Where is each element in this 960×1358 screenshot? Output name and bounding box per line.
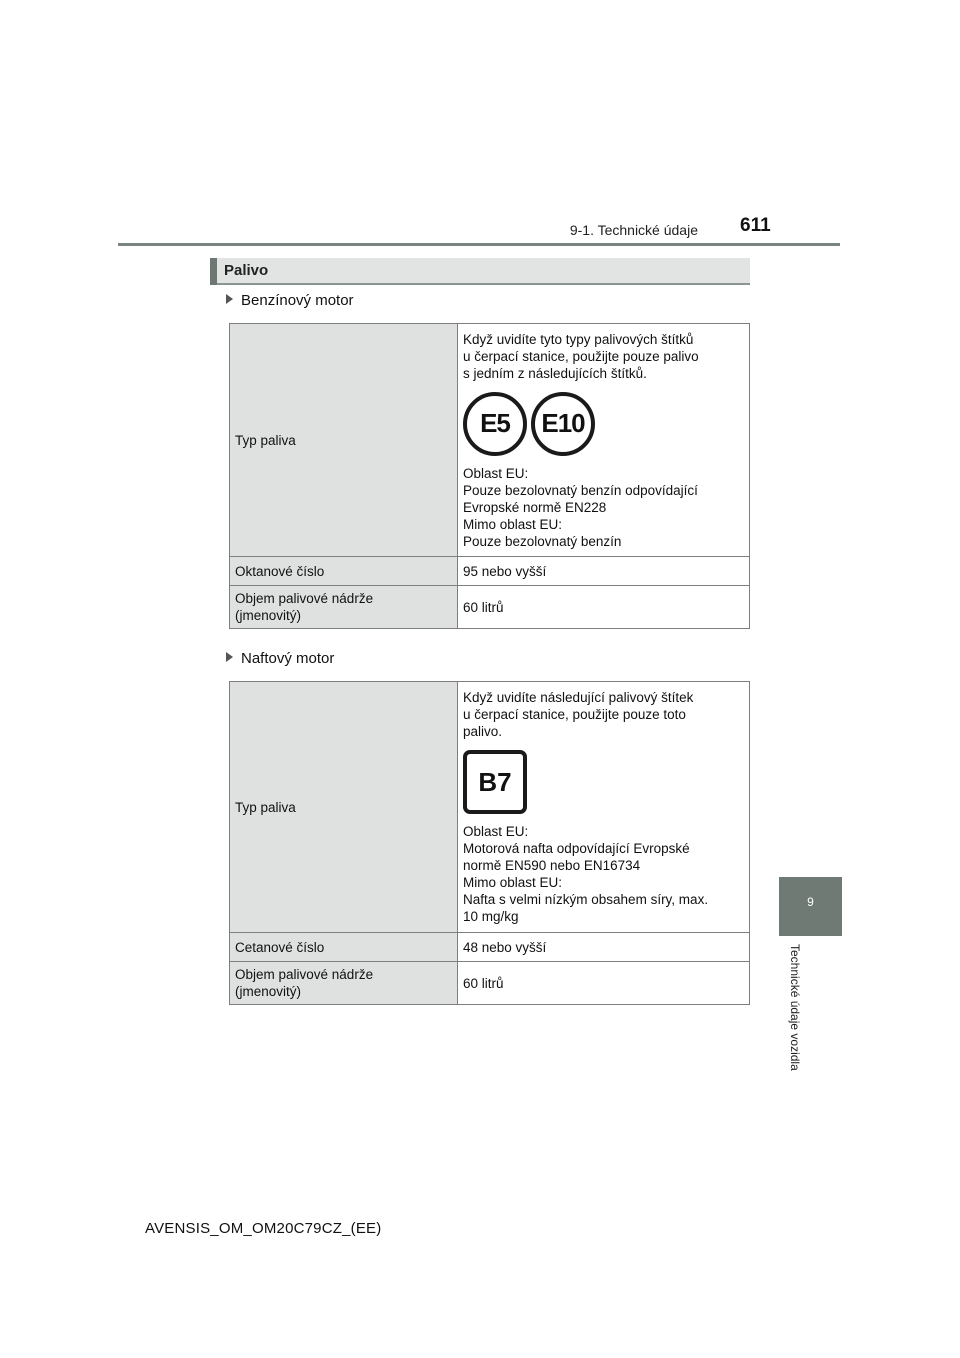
diesel-spec-table (229, 681, 750, 1005)
table-row (230, 557, 750, 586)
note-line: Motorová nafta odpovídající Evropské (463, 841, 690, 856)
tank-capacity-value: 60 litrů (458, 586, 750, 629)
fuel-type-label: Typ paliva (230, 682, 458, 933)
running-header-section: 9-1. Technické údaje (569, 222, 698, 238)
e10-fuel-label-icon: E10 (531, 392, 595, 456)
cetane-label: Cetanové číslo (230, 933, 458, 962)
fuel-type-value (458, 324, 750, 557)
note-line: Evropské normě EN228 (463, 499, 607, 515)
note-line: Nafta s velmi nízkým obsahem síry, max. (463, 892, 709, 907)
section-title: Palivo (224, 262, 269, 279)
cetane-value: 48 nebo vyšší (458, 933, 750, 962)
tank-capacity-label (230, 586, 458, 629)
fuel-labels (463, 392, 744, 456)
intro-line: palivo. (463, 724, 503, 739)
note-line: 10 mg/kg (463, 909, 519, 924)
triangle-bullet-icon (226, 652, 233, 662)
triangle-bullet-icon (226, 294, 233, 304)
intro-line: s jedním z následujících štítků. (463, 365, 647, 381)
table-row (230, 933, 750, 962)
octane-value: 95 nebo vyšší (458, 557, 750, 586)
section-title-bar (210, 258, 750, 285)
tank-capacity-value: 60 litrů (458, 962, 750, 1005)
note-line: Mimo oblast EU: (463, 516, 563, 532)
note-line: Pouze bezolovnatý benzín odpovídající (463, 482, 698, 498)
document-footer-code: AVENSIS_OM_OM20C79CZ_(EE) (145, 1220, 382, 1237)
table-row (230, 962, 750, 1005)
note-line: Oblast EU: (463, 465, 529, 481)
chapter-number: 9 (807, 895, 814, 909)
page-number: 611 (740, 215, 771, 236)
table-row (230, 682, 750, 933)
e5-fuel-label-icon: E5 (463, 392, 527, 456)
intro-line: Když uvidíte následující palivový štítek (463, 690, 694, 705)
tank-capacity-label (230, 962, 458, 1005)
fuel-labels (463, 750, 744, 814)
diesel-heading (226, 650, 334, 667)
note-line: Mimo oblast EU: (463, 875, 563, 890)
intro-line: u čerpací stanice, použijte pouze palivo (463, 348, 699, 364)
diesel-heading-text: Naftový motor (241, 650, 335, 667)
tank-label-line: (jmenovitý) (235, 984, 302, 999)
tank-label-line: Objem palivové nádrže (235, 591, 374, 606)
tank-label-line: (jmenovitý) (235, 608, 302, 623)
petrol-heading-text: Benzínový motor (241, 292, 354, 309)
chapter-tab (779, 877, 842, 936)
note-line: normě EN590 nebo EN16734 (463, 858, 641, 873)
note-line: Pouze bezolovnatý benzín (463, 533, 622, 549)
table-row (230, 324, 750, 557)
table-row (230, 586, 750, 629)
chapter-label: Technické údaje vozidla (788, 944, 802, 1071)
tank-label-line: Objem palivové nádrže (235, 967, 374, 982)
note-line: Oblast EU: (463, 824, 529, 839)
petrol-heading (226, 292, 354, 309)
petrol-spec-table (229, 323, 750, 629)
fuel-type-label: Typ paliva (230, 324, 458, 557)
header-rule (118, 243, 840, 246)
octane-label: Oktanové číslo (230, 557, 458, 586)
fuel-type-value (458, 682, 750, 933)
intro-line: Když uvidíte tyto typy palivových štítků (463, 331, 694, 347)
b7-fuel-label-icon: B7 (463, 750, 527, 814)
intro-line: u čerpací stanice, použijte pouze toto (463, 707, 686, 722)
